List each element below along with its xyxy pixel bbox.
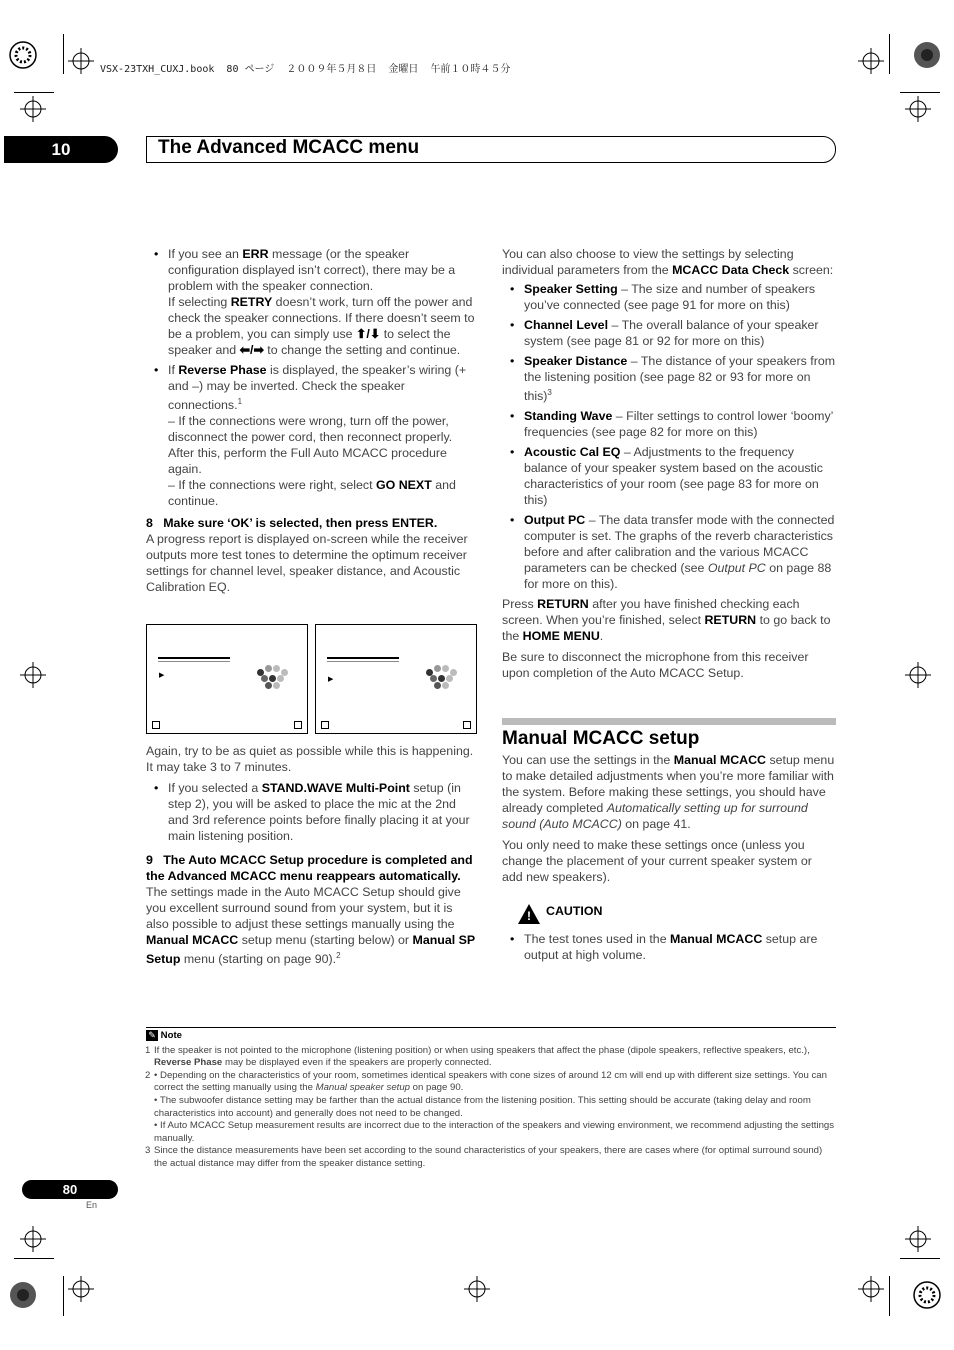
crosshair-icon <box>20 1226 46 1252</box>
warning-icon: ! <box>518 904 540 924</box>
list-item: • Speaker Distance – The distance of your speakers from the listening position (see page 82 or 93 for more on this)$^3$ <box>502 353 836 404</box>
list-item: • If you selected a STAND.WAVE Multi-Point setup (in step 2), you will be asked to place the mic at the 2nd and 3rd reference points before finally placing it at your main listening position. <box>146 780 478 844</box>
list-item: • Speaker Setting – The size and number of speakers you’ve connected (see page 91 for more on this) <box>502 281 836 313</box>
step-9: 9 The Auto MCACC Setup procedure is completed and the Advanced MCACC menu reappears automatically. The settings made in the Auto MCACC Setup should give you excellent surround sound from your system, but it is also possible to adjust these settings manually using the Manual MCACC setup menu (starting below) or Manual SP Setup menu (starting on page 90).$^2$ <box>146 853 475 967</box>
paragraph: You can use the settings in the Manual MCACC setup menu to make detailed adjustments when you’re more familiar with the system. Before making these settings, you should have already completed Automatically setting up for surround sound (Auto MCACC) on page 41. <box>502 753 835 831</box>
up-down-arrows-icon: ⬆/⬇ <box>356 327 381 341</box>
registration-target-icon <box>8 1280 38 1310</box>
list-item: • Standing Wave – Filter settings to control lower ‘boomy’ frequencies (see page 82 for more on this) <box>502 408 836 440</box>
list-item: • If you see an ERR message (or the speaker configuration displayed isn’t correct), there may be a problem with the speaker connection. If selecting RETRY doesn’t work, turn off the power and check the speaker connections. If there doesn’t seem to be a problem, you can simply use ⬆/⬇ to select the speaker and ⬅/➡ to change the setting and continue. <box>146 246 478 358</box>
registration-target-icon <box>912 1280 942 1310</box>
osd-screenshots <box>146 624 476 734</box>
list-item: • Output PC – The data transfer mode with the connected computer is set. The graphs of the reverb characteristics before and after calibration and the various MCACC parameters can be checked (see Output PC on page 88 for more on this). <box>502 512 836 592</box>
crosshair-icon <box>68 48 94 74</box>
left-column <box>146 246 478 595</box>
osd-screen-2 <box>315 624 477 734</box>
manual-mcacc-section <box>502 752 836 890</box>
list-item: • Acoustic Cal EQ – Adjustments to the frequency balance of your speaker system based on the acoustic characteristics of your room (see page 83 for more on this) <box>502 444 836 508</box>
speaker-layout-icon <box>426 665 458 689</box>
crosshair-icon <box>858 1276 884 1302</box>
footnote-3: 3 Since the distance measurements have been set according to the sound characteristics of your speakers, there are cases where (for optimal surround sound) the actual distance may differ from the speaker distance setting. <box>145 1145 823 1169</box>
footnote-2: 2 • Depending on the characteristics of your room, sometimes identical speakers with cone sizes of around 12 cm will end up with different size settings. You can correct the setting manually using the Manual speaker setup on page 90. <box>145 1069 827 1094</box>
paragraph: Be sure to disconnect the microphone from this receiver upon completion of the Auto MCACC Setup. <box>502 650 809 681</box>
enter-icon <box>294 721 302 729</box>
notes-title: Note <box>160 1030 182 1041</box>
left-right-arrows-icon: ⬅/➡ <box>239 343 264 357</box>
return-icon <box>152 721 160 729</box>
footnote-2c: • If Auto MCACC Setup measurement results are incorrect due to the interaction of the speakers and viewing environment, we recommend adjusting the settings manually. <box>154 1120 835 1144</box>
cursor-icon: ▶ <box>159 672 165 679</box>
caution-heading: ! CAUTION <box>518 904 602 918</box>
registration-target-icon <box>8 40 38 70</box>
language-label: En <box>86 1200 98 1210</box>
note-icon: ✎ <box>146 1030 158 1041</box>
section-title: Manual MCACC setup <box>502 728 700 749</box>
enter-icon <box>463 721 471 729</box>
chapter-number: 10 <box>4 136 118 163</box>
crosshair-icon <box>464 1276 490 1302</box>
footnote-2b: • The subwoofer distance setting may be farther than the actual distance from the listening position. This setting should be accurate (taking delay and room characteristics into account) and generally does not need to be changed. <box>154 1094 811 1119</box>
caution-body <box>502 931 836 967</box>
crosshair-icon <box>68 1276 94 1302</box>
footnote-1: 1 If the speaker is not pointed to the microphone (listening position) or when using speakers that affect the phase (dipole speakers, reflective speakers, etc.), Reverse Phase may be displayed even if the speakers are properly connected. <box>145 1044 810 1069</box>
right-column <box>502 246 836 686</box>
crosshair-icon <box>905 96 931 122</box>
list-item: • The test tones used in the Manual MCACC setup are output at high volume. <box>502 931 836 963</box>
crosshair-icon <box>20 96 46 122</box>
print-header-mark: VSX-23TXH_CUXJ.book 80 ページ ２００９年５月８日 金曜日 午前１０時４５分 <box>100 64 511 75</box>
paragraph: You only need to make these settings once (unless you change the placement of your current speaker system or add new speakers). <box>502 838 812 884</box>
return-icon <box>321 721 329 729</box>
crosshair-icon <box>905 662 931 688</box>
crosshair-icon <box>20 662 46 688</box>
cursor-icon: ▶ <box>328 676 334 683</box>
list-item: • Channel Level – The overall balance of your speaker system (see page 81 or 92 for more on this) <box>502 317 836 349</box>
registration-target-icon <box>912 40 942 70</box>
speaker-layout-icon <box>257 665 289 689</box>
paragraph: Press RETURN after you have finished checking each screen. When you’re finished, select RETURN to go back to the HOME MENU. <box>502 597 831 644</box>
chapter-title: The Advanced MCACC menu <box>158 137 420 158</box>
osd-screen-1 <box>146 624 308 734</box>
page-number: 80 <box>22 1180 118 1199</box>
list-item: • If Reverse Phase is displayed, the speaker’s wiring (+ and –) may be inverted. Check the speaker connections.$^1$ – If the connections were wrong, turn off the power, disconnect the power cord, then reconnect properly. After this, perform the Full Auto MCACC procedure again. – If the connections were right, select GO NEXT and continue. <box>146 362 478 509</box>
crosshair-icon <box>858 48 884 74</box>
paragraph: Again, try to be as quiet as possible while this is happening. It may take 3 to 7 minutes. <box>146 744 474 774</box>
notes-rule <box>146 1027 836 1028</box>
crosshair-icon <box>905 1226 931 1252</box>
section-rule <box>502 718 836 725</box>
footnotes <box>146 1030 836 1171</box>
left-column-lower <box>146 743 478 967</box>
step-8: 8 Make sure ‘OK’ is selected, then press ENTER. A progress report is displayed on-screen while the receiver outputs more test tones to determine the optimum receiver settings for channel level, speaker distance, and Acoustic Calibration EQ. <box>146 516 468 595</box>
paragraph: You can also choose to view the settings by selecting individual parameters from the MCACC Data Check screen: <box>502 247 834 277</box>
